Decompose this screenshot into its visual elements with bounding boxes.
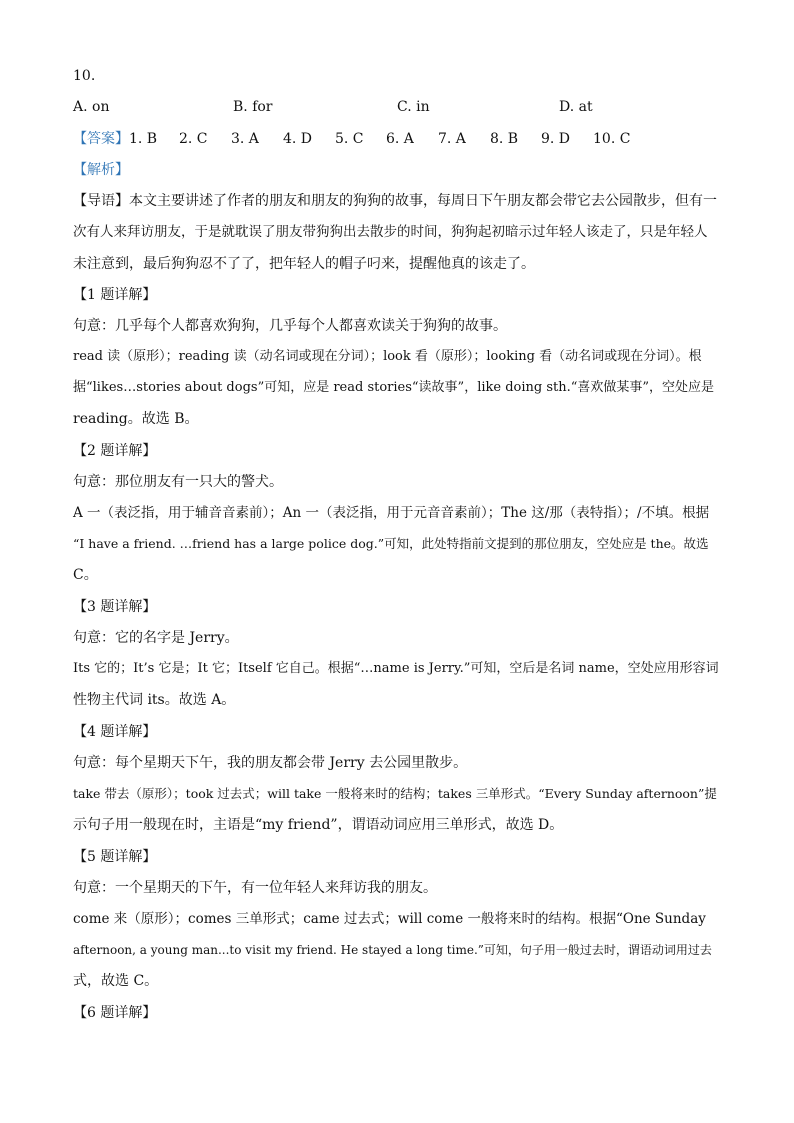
answer-item: 7. A xyxy=(438,131,466,147)
section-2-line: C。 xyxy=(73,567,98,583)
guide-line-3: 未注意到，最后狗狗忍不了了，把年轻人的帽子叼来，提醒他真的该走了。 xyxy=(73,256,535,272)
option-b: B. for xyxy=(233,99,273,115)
answer-item: 4. D xyxy=(283,131,313,147)
section-4-line: 示句子用一般现在时，主语是“my friend”，谓语动词应用三单形式，故选 D。 xyxy=(73,817,564,833)
answer-item: 2. C xyxy=(179,131,208,147)
answer-item: 3. A xyxy=(231,131,259,147)
section-2-heading: 【2 题详解】 xyxy=(73,443,157,459)
section-1-line: 据“likes…stories about dogs”可知，应是 read stories“读故事”，like doing sth.“喜欢做某事”，空处应是 xyxy=(73,380,715,395)
answer-item: 8. B xyxy=(490,131,519,147)
option-d: D. at xyxy=(559,99,593,115)
option-c: C. in xyxy=(397,99,430,115)
section-5-line: 句意：一个星期天的下午，有一位年轻人来拜访我的朋友。 xyxy=(73,880,437,896)
guide-line-1 xyxy=(73,191,720,211)
option-a: A. on xyxy=(73,99,110,115)
section-2-line: A 一（表泛指，用于辅音音素前）；An 一（表泛指，用于元音音素前）；The 这/那（表特指）；/不填。根据 xyxy=(73,505,710,521)
answer-item: 1. B xyxy=(129,131,158,147)
section-5-line: afternoon, a young man...to visit my friend. He stayed a long time.”可知，句子用一般过去时，谓语动词用过去 xyxy=(73,943,712,957)
section-1-heading: 【1 题详解】 xyxy=(73,287,157,303)
guide-text: 本文主要讲述了作者的朋友和朋友的狗狗的故事，每周日下午朋友都会带它去公园散步，但有一 xyxy=(129,193,717,209)
section-5-line: 式，故选 C。 xyxy=(73,973,159,989)
answer-item: 9. D xyxy=(541,131,571,147)
answer-item: 6. A xyxy=(386,131,414,147)
section-3-line: 句意：它的名字是 Jerry。 xyxy=(73,630,239,646)
section-4-heading: 【4 题详解】 xyxy=(73,724,157,740)
section-5-heading: 【5 题详解】 xyxy=(73,849,157,865)
section-5-line: come 来（原形）；comes 三单形式；came 过去式；will come 一般将来时的结构。根据“One Sunday xyxy=(73,911,706,927)
section-4-line: take 带去（原形）；took 过去式；will take 一般将来时的结构；takes 三单形式。“Every Sunday afternoon”提 xyxy=(73,786,717,801)
guide-line-2: 次有人来拜访朋友，于是就耽误了朋友带狗狗出去散步的时间，狗狗起初暗示过年轻人该走了，只是年轻人 xyxy=(73,224,708,240)
answer-item: 5. C xyxy=(335,131,364,147)
section-2-line: 句意：那位朋友有一只大的警犬。 xyxy=(73,474,283,490)
question-number: 10. xyxy=(73,68,96,84)
section-2-line: “I have a friend. …friend has a large police dog.”可知，此处特指前文提到的那位朋友，空处应是 the。故选 xyxy=(73,536,709,551)
section-1-line: reading。故选 B。 xyxy=(73,411,199,427)
section-1-line: 句意：几乎每个人都喜欢狗狗，几乎每个人都喜欢读关于狗狗的故事。 xyxy=(73,318,507,334)
section-3-heading: 【3 题详解】 xyxy=(73,599,157,615)
answer-label: 【答案】 xyxy=(73,131,129,147)
section-4-line: 句意：每个星期天下午，我的朋友都会带 Jerry 去公园里散步。 xyxy=(73,755,468,771)
guide-label: 【导语】 xyxy=(73,193,129,209)
section-3-line: 性物主代词 its。故选 A。 xyxy=(73,692,236,708)
analysis-label: 【解析】 xyxy=(73,162,129,178)
section-6-heading: 【6 题详解】 xyxy=(73,1005,157,1021)
section-1-line: read 读（原形）；reading 读（动名词或现在分词）；look 看（原形）；looking 看（动名词或现在分词）。根 xyxy=(73,349,702,364)
answer-item: 10. C xyxy=(593,131,631,147)
section-3-line: Its 它的；It’s 它是；It 它；Itself 它自己。根据“…name is Jerry.”可知，空后是名词 name，空处应用形容词 xyxy=(73,661,719,676)
